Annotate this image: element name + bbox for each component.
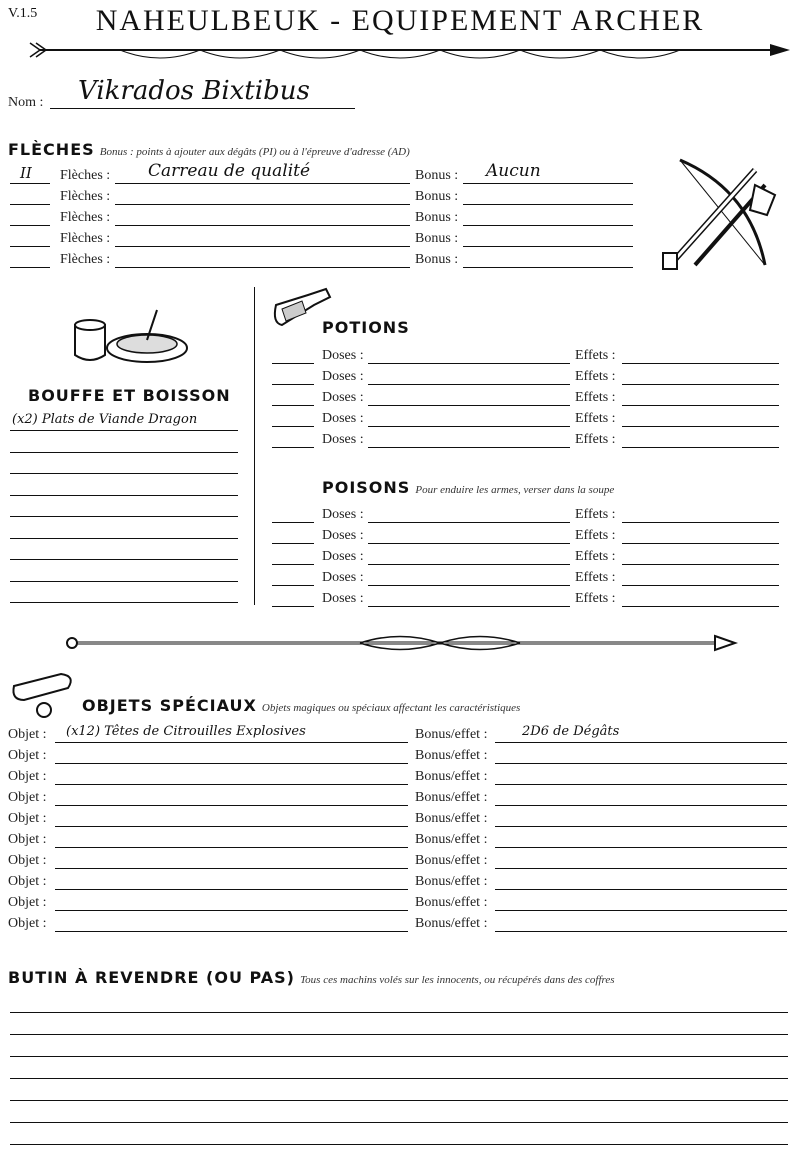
objet-bonus-label: Bonus/effet : xyxy=(415,769,488,784)
fleches-name-line xyxy=(115,246,410,247)
objet-line xyxy=(55,868,408,869)
objet-bonus-label: Bonus/effet : xyxy=(415,895,488,910)
poisons-effets-label: Effets : xyxy=(575,570,616,585)
fleches-name-line xyxy=(115,267,410,268)
objet-bonus-line xyxy=(495,889,787,890)
potions-doses-label: Doses : xyxy=(322,411,364,426)
potions-qty-line xyxy=(272,384,314,385)
bouffe-line xyxy=(10,602,238,603)
butin-line[interactable] xyxy=(10,1056,788,1057)
objet-label: Objet : xyxy=(8,811,47,826)
page-title: NAHEULBEUK - EQUIPEMENT ARCHER xyxy=(95,4,705,37)
poisons-effets-line xyxy=(622,585,779,586)
objets-note: Objets magiques ou spéciaux affectant les caractéristiques xyxy=(261,702,521,714)
fleches-label: Flèches : xyxy=(60,210,111,225)
poisons-doses-label: Doses : xyxy=(322,591,364,606)
nom-line xyxy=(50,108,355,109)
objet-name[interactable]: (x12) Têtes de Citrouilles Explosives xyxy=(66,724,306,739)
objets-title: OBJETS SPÉCIAUX xyxy=(82,696,257,715)
poisons-title: POISONS xyxy=(322,478,411,497)
poisons-doses-line xyxy=(368,564,570,565)
poisons-effets-line xyxy=(622,564,779,565)
objet-label: Objet : xyxy=(8,895,47,910)
potions-doses-line xyxy=(368,447,570,448)
bouffe-line xyxy=(10,538,238,539)
butin-line[interactable] xyxy=(10,1012,788,1013)
poisons-doses-label: Doses : xyxy=(322,570,364,585)
objet-label: Objet : xyxy=(8,790,47,805)
poisons-doses-label: Doses : xyxy=(322,549,364,564)
fleches-name-line xyxy=(115,225,410,226)
fleches-label: Flèches : xyxy=(60,231,111,246)
poisons-header xyxy=(322,478,614,497)
fleches-label: Flèches : xyxy=(60,168,111,183)
potions-effets-line xyxy=(622,384,779,385)
objet-bonus-label: Bonus/effet : xyxy=(415,727,488,742)
poisons-effets-label: Effets : xyxy=(575,528,616,543)
poisons-doses-label: Doses : xyxy=(322,528,364,543)
potions-effets-label: Effets : xyxy=(575,432,616,447)
potions-doses-label: Doses : xyxy=(322,369,364,384)
fleches-name-line xyxy=(115,183,410,184)
objet-bonus-label: Bonus/effet : xyxy=(415,874,488,889)
potions-effets-line xyxy=(622,426,779,427)
fleches-qty-line xyxy=(10,204,50,205)
butin-header xyxy=(8,968,615,987)
objet-line xyxy=(55,805,408,806)
bouffe-line xyxy=(10,430,238,431)
poisons-doses-line xyxy=(368,543,570,544)
fleches-bonus-label: Bonus : xyxy=(415,168,459,183)
bouffe-line xyxy=(10,581,238,582)
fleches-bonus[interactable]: Aucun xyxy=(486,161,541,181)
objet-bonus-line xyxy=(495,910,787,911)
objet-label: Objet : xyxy=(8,916,47,931)
nom-label: Nom : xyxy=(8,95,44,110)
butin-title: BUTIN À REVENDRE (OU PAS) xyxy=(8,968,295,987)
weapons-icon xyxy=(655,155,780,275)
poisons-qty-line xyxy=(272,585,314,586)
potions-effets-line xyxy=(622,405,779,406)
objet-line xyxy=(55,784,408,785)
objet-bonus-label: Bonus/effet : xyxy=(415,853,488,868)
objet-line xyxy=(55,889,408,890)
objet-line xyxy=(55,742,408,743)
version-label: V.1.5 xyxy=(8,6,38,21)
potions-doses-line xyxy=(368,405,570,406)
bouffe-line xyxy=(10,495,238,496)
fleches-title: FLÈCHES xyxy=(8,140,95,159)
fleches-name[interactable]: Carreau de qualité xyxy=(148,161,311,181)
objet-bonus-line xyxy=(495,868,787,869)
bouffe-item[interactable]: (x2) Plats de Viande Dragon xyxy=(12,412,198,427)
poisons-effets-line xyxy=(622,522,779,523)
poisons-doses-line xyxy=(368,585,570,586)
bouffe-line xyxy=(10,473,238,474)
fleches-qty-line xyxy=(10,225,50,226)
objet-label: Objet : xyxy=(8,874,47,889)
poisons-note: Pour enduire les armes, verser dans la soupe xyxy=(415,484,615,496)
poisons-doses-label: Doses : xyxy=(322,507,364,522)
potions-effets-label: Effets : xyxy=(575,369,616,384)
objet-bonus-line xyxy=(495,784,787,785)
potions-effets-line xyxy=(622,363,779,364)
objet-line xyxy=(55,826,408,827)
objet-bonus-label: Bonus/effet : xyxy=(415,811,488,826)
fleches-qty[interactable]: II xyxy=(20,164,32,182)
poisons-qty-line xyxy=(272,543,314,544)
potions-qty-line xyxy=(272,405,314,406)
butin-line[interactable] xyxy=(10,1100,788,1101)
objet-bonus-line xyxy=(495,805,787,806)
staff-divider-icon xyxy=(60,630,740,660)
fleches-bonus-line xyxy=(463,246,633,247)
objet-bonus-line xyxy=(495,742,787,743)
objet-label: Objet : xyxy=(8,853,47,868)
nom-value[interactable]: Vikrados Bixtibus xyxy=(78,76,310,106)
poisons-effets-label: Effets : xyxy=(575,591,616,606)
objet-label: Objet : xyxy=(8,832,47,847)
objet-line xyxy=(55,847,408,848)
column-divider xyxy=(254,287,255,605)
poisons-effets-line xyxy=(622,606,779,607)
fleches-label: Flèches : xyxy=(60,189,111,204)
fleches-note: Bonus : points à ajouter aux dégâts (PI) ou à l'épreuve d'adresse (AD) xyxy=(99,146,410,158)
objet-bonus-label: Bonus/effet : xyxy=(415,790,488,805)
potions-effets-label: Effets : xyxy=(575,411,616,426)
potions-effets-line xyxy=(622,447,779,448)
butin-line[interactable] xyxy=(10,1034,788,1035)
bouffe-line xyxy=(10,452,238,453)
fleches-qty-line xyxy=(10,183,50,184)
fleches-name-line xyxy=(115,204,410,205)
arrow-divider-icon xyxy=(0,38,800,68)
poisons-qty-line xyxy=(272,522,314,523)
poisons-qty-line xyxy=(272,606,314,607)
objet-bonus-label: Bonus/effet : xyxy=(415,832,488,847)
potions-qty-line xyxy=(272,447,314,448)
objet-line xyxy=(55,931,408,932)
objet-bonus-line xyxy=(495,763,787,764)
fleches-bonus-line xyxy=(463,183,633,184)
objet-label: Objet : xyxy=(8,748,47,763)
potions-doses-line xyxy=(368,384,570,385)
potions-qty-line xyxy=(272,363,314,364)
butin-line[interactable] xyxy=(10,1122,788,1123)
butin-line[interactable] xyxy=(10,1144,788,1145)
poisons-effets-label: Effets : xyxy=(575,549,616,564)
poisons-qty-line xyxy=(272,564,314,565)
fleches-bonus-label: Bonus : xyxy=(415,189,459,204)
objet-bonus-label: Bonus/effet : xyxy=(415,748,488,763)
potions-doses-label: Doses : xyxy=(322,348,364,363)
fleches-bonus-line xyxy=(463,225,633,226)
fleches-bonus-label: Bonus : xyxy=(415,231,459,246)
potions-doses-label: Doses : xyxy=(322,432,364,447)
potions-effets-label: Effets : xyxy=(575,348,616,363)
objets-header xyxy=(82,696,520,715)
poisons-doses-line xyxy=(368,606,570,607)
poisons-doses-line xyxy=(368,522,570,523)
bouffe-line xyxy=(10,559,238,560)
bouffe-line xyxy=(10,516,238,517)
potions-title: POTIONS xyxy=(322,318,410,337)
fleches-qty-line xyxy=(10,267,50,268)
poisons-effets-label: Effets : xyxy=(575,507,616,522)
objet-bonus-line xyxy=(495,931,787,932)
objet-label: Objet : xyxy=(8,769,47,784)
potions-doses-line xyxy=(368,426,570,427)
potions-qty-line xyxy=(272,426,314,427)
objet-line xyxy=(55,763,408,764)
fleches-bonus-label: Bonus : xyxy=(415,252,459,267)
butin-note: Tous ces machins volés sur les innocents, ou récupérés dans des coffres xyxy=(300,974,615,986)
butin-line[interactable] xyxy=(10,1078,788,1079)
fleches-label: Flèches : xyxy=(60,252,111,267)
objet-bonus-line xyxy=(495,826,787,827)
objet-line xyxy=(55,910,408,911)
potions-doses-label: Doses : xyxy=(322,390,364,405)
fleches-header xyxy=(8,140,410,159)
fleches-qty-line xyxy=(10,246,50,247)
objet-bonus[interactable]: 2D6 de Dégâts xyxy=(522,724,620,739)
fleches-bonus-label: Bonus : xyxy=(415,210,459,225)
objet-bonus-line xyxy=(495,847,787,848)
potions-effets-label: Effets : xyxy=(575,390,616,405)
objet-bonus-label: Bonus/effet : xyxy=(415,916,488,931)
fleches-bonus-line xyxy=(463,204,633,205)
scroll-ring-icon xyxy=(6,666,81,721)
poisons-effets-line xyxy=(622,543,779,544)
food-icon xyxy=(65,300,190,370)
fleches-bonus-line xyxy=(463,267,633,268)
objet-label: Objet : xyxy=(8,727,47,742)
potions-doses-line xyxy=(368,363,570,364)
bouffe-title: BOUFFE ET BOISSON xyxy=(28,386,231,405)
